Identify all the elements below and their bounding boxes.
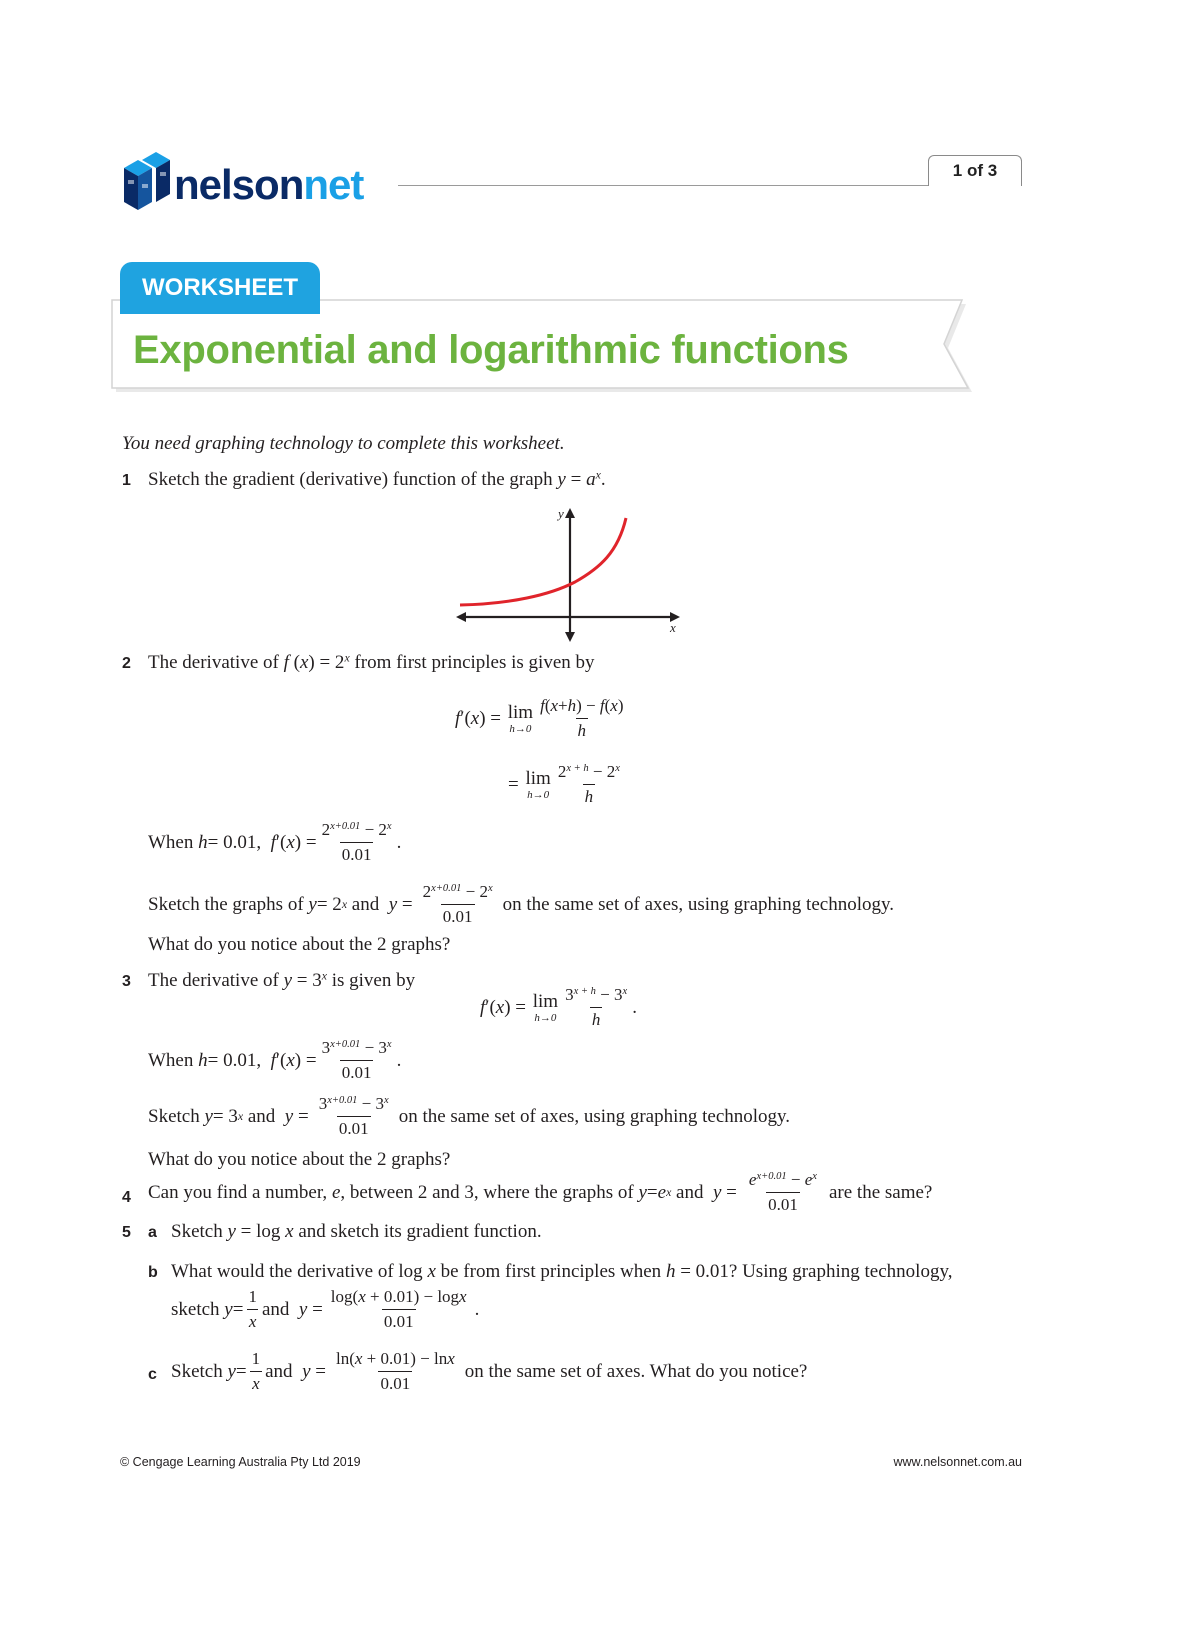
question-5b-label: b bbox=[148, 1264, 158, 1281]
graph-y-label: y bbox=[558, 506, 564, 521]
question-5a-text: Sketch y = log x and sketch its gradient function. bbox=[171, 1221, 542, 1242]
worksheet-title: Exponential and logarithmic functions bbox=[133, 328, 849, 372]
exponential-graph bbox=[440, 500, 690, 645]
question-4-number: 4 bbox=[122, 1189, 131, 1206]
question-2-number: 2 bbox=[122, 655, 131, 672]
question-3-sketch-line: Sketch y = 3 x and y = $\frac{3^{x+0.01} - 3^x}{0.01}$ on the same set of axes, using graphing technology. bbox=[148, 1094, 791, 1138]
derivative-3x-limit-formula: f ′( x ) = lim h→0 $\frac{3^{x + h} - 3^x}{h}$ . bbox=[480, 985, 637, 1029]
question-3-when-line: When h = 0.01, f ′( x ) = $\frac{3^{x+0.01} - 3^x}{0.01}$ . bbox=[148, 1038, 402, 1082]
worksheet-tag: WORKSHEET bbox=[120, 262, 320, 314]
nelsonnet-logo bbox=[120, 150, 400, 214]
graph-x-label: x bbox=[670, 620, 676, 635]
question-3-notice: What do you notice about the 2 graphs? bbox=[148, 1149, 451, 1170]
question-3-text: The derivative of $y = 3^x$ is given by bbox=[148, 969, 416, 991]
question-5c-label: c bbox=[148, 1366, 157, 1383]
question-5b-text: What would the derivative of log x be from first principles when h = 0.01? Using graphing technology, bbox=[171, 1261, 953, 1282]
question-5-number: 5 bbox=[122, 1224, 131, 1241]
intro-text: You need graphing technology to complete this worksheet. bbox=[122, 433, 565, 454]
question-3-number: 3 bbox=[122, 973, 131, 990]
derivative-definition-formula: f ′( x ) = lim h→0 $\frac{f(x+h) - f(x)}{h}$ bbox=[455, 696, 624, 740]
logo-cubes-icon bbox=[120, 150, 172, 214]
question-2-notice: What do you notice about the 2 graphs? bbox=[148, 934, 451, 955]
question-5b-sketch-line: sketch y = $\frac{1}{x}$ and y = $\frac{\log(x + 0.01) - \log x}{0.01}$ . bbox=[171, 1287, 480, 1331]
question-5a-label: a bbox=[148, 1224, 157, 1241]
question-2-text: The derivative of f $(x) = 2^x$ from first principles is given by bbox=[148, 651, 595, 673]
logo-text-nelson: nelson bbox=[174, 161, 304, 208]
question-2-when-line: When h = 0.01, f ′( x ) = $\frac{2^{x+0.01} - 2^x}{0.01}$ . bbox=[148, 820, 402, 864]
footer-url[interactable]: www.nelsonnet.com.au bbox=[893, 1455, 1022, 1469]
question-2-sketch-line: Sketch the graphs of y = 2 x and y = $\frac{2^{x+0.01} - 2^x}{0.01}$ on the same set of axes, using graphing technology. bbox=[148, 882, 894, 926]
page-indicator: 1 of 3 bbox=[928, 155, 1022, 186]
question-1-number: 1 bbox=[122, 472, 131, 489]
question-4-text: Can you find a number, e , between 2 and 3, where the graphs of y = e x and y = $\frac{e^{x+0.01} - e^x}{0.01}$ are the same? bbox=[148, 1170, 933, 1214]
question-5c-line: Sketch y = $\frac{1}{x}$ and y = $\frac{\ln(x + 0.01) - \ln x}{0.01}$ on the same set of axes. What do you notice? bbox=[171, 1349, 808, 1393]
footer-copyright: © Cengage Learning Australia Pty Ltd 2019 bbox=[120, 1455, 361, 1469]
question-1-text: Sketch the gradient (derivative) function of the graph $y = a^x$. bbox=[148, 468, 606, 490]
logo-text-net: net bbox=[303, 161, 364, 208]
derivative-2x-limit-formula: = lim h→0 $\frac{2^{x + h} - 2^x}{h}$ bbox=[508, 762, 620, 806]
